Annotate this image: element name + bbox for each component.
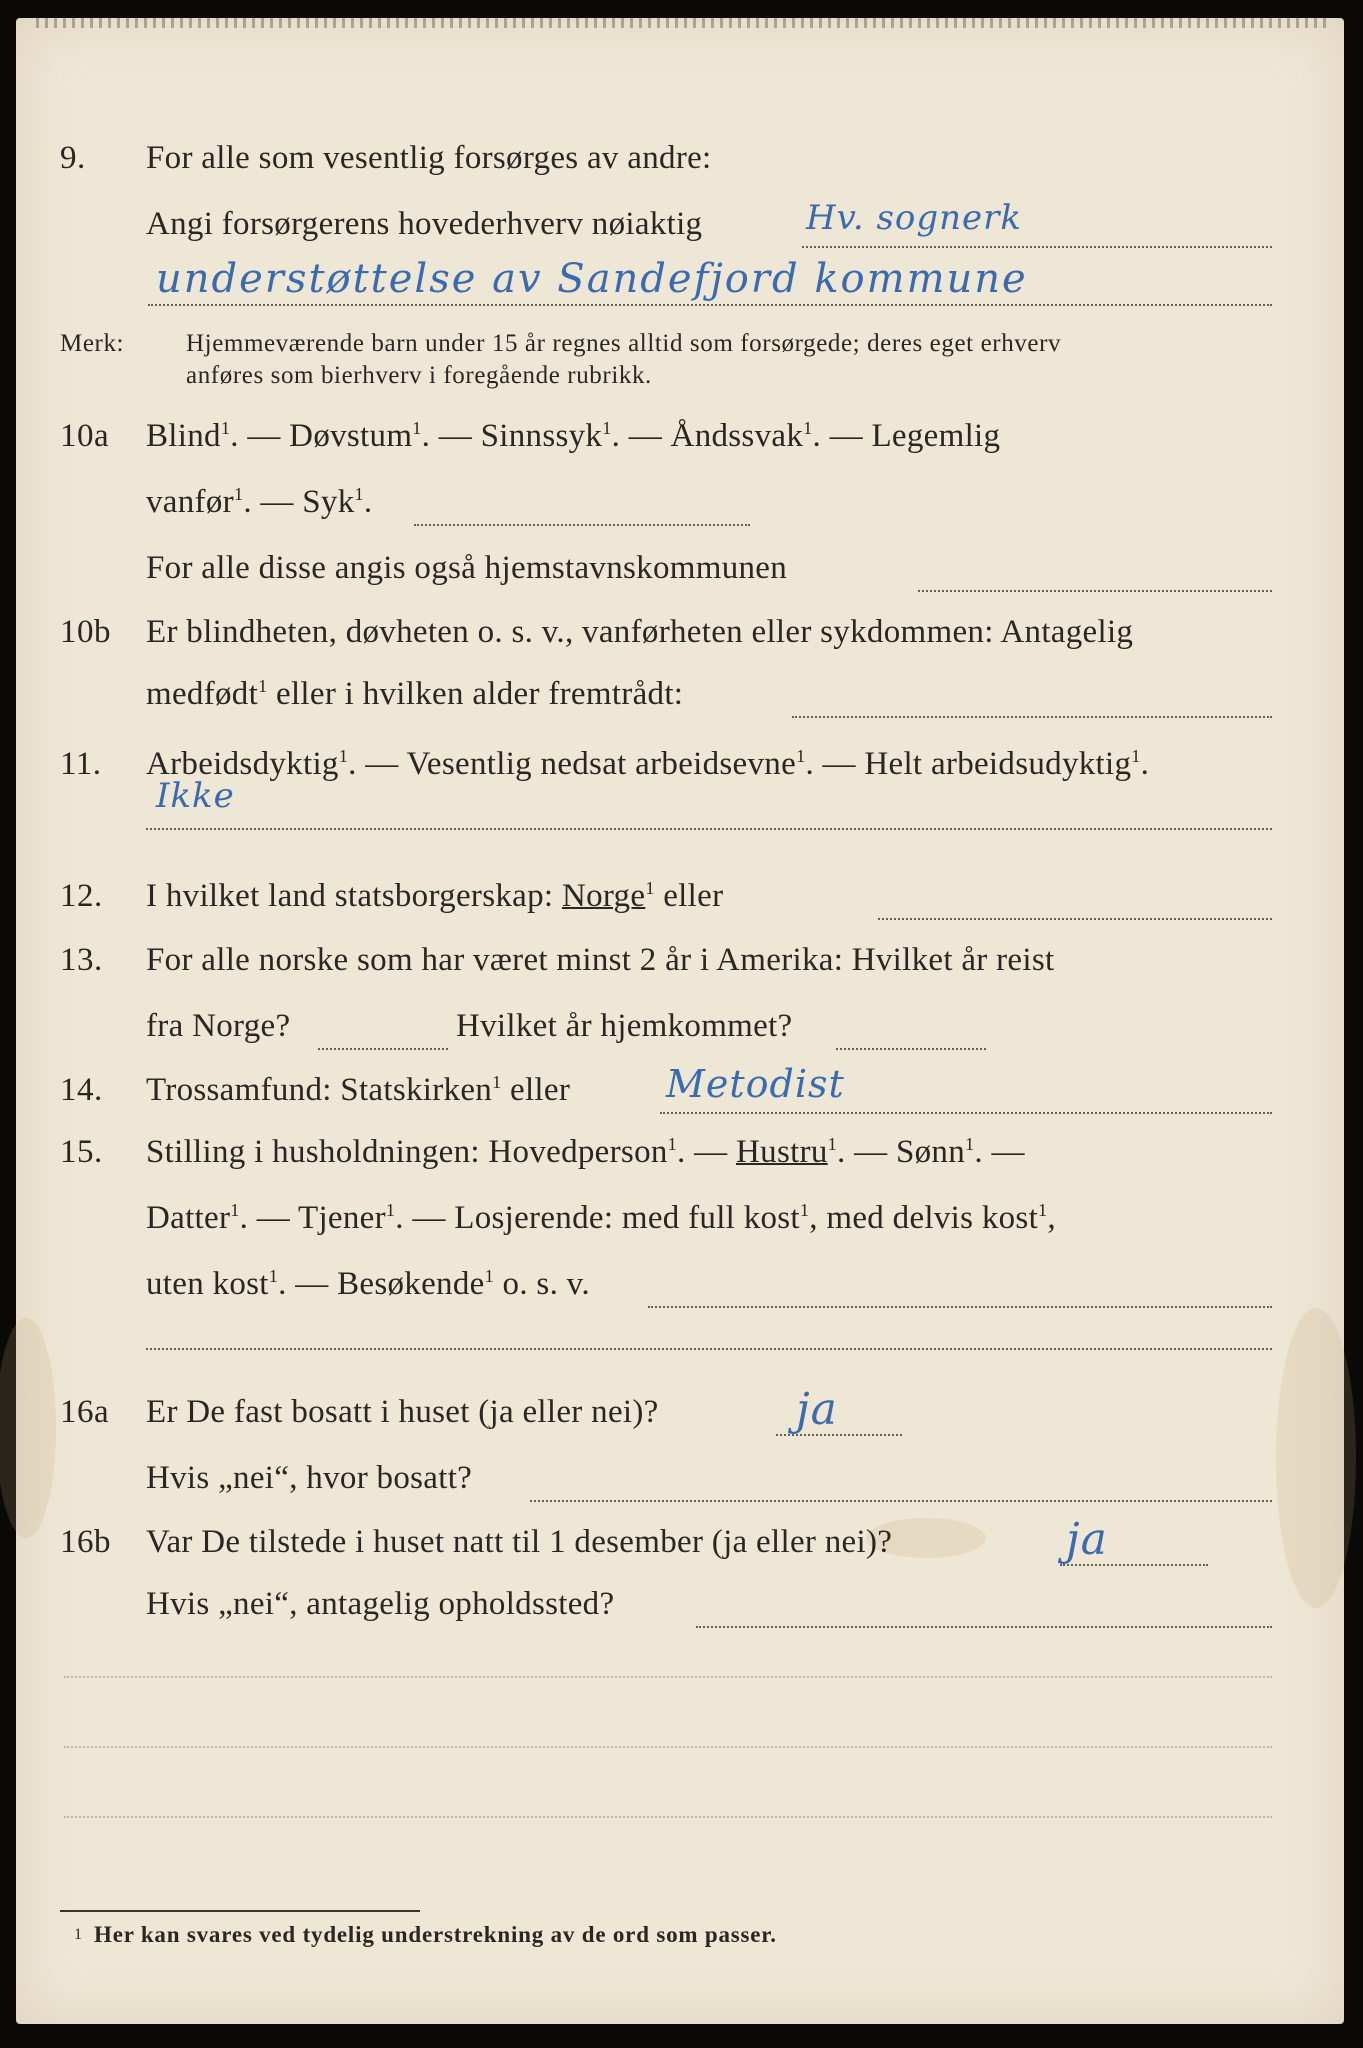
question-number: 14. (60, 1072, 103, 1108)
answer-line (530, 1500, 1272, 1502)
handwritten-answer: Metodist (666, 1062, 845, 1106)
question-text: Hvis „nei“, hvor bosatt? (146, 1460, 473, 1496)
question-text: Arbeidsdyktig$^1$. — Vesentlig nedsat arbeidsevne$^1$. — Helt arbeidsudyktig$^1$. (146, 746, 1150, 782)
answer-line (146, 828, 1272, 830)
note-line-2 (16, 362, 1344, 422)
answer-line (660, 1112, 1272, 1114)
torn-top-edge (36, 18, 1326, 28)
question-10b (16, 614, 1344, 674)
question-9-answer-line (16, 256, 1344, 326)
question-text: vanfør$^1$. — Syk$^1$. (146, 484, 373, 520)
question-16a-line-2 (16, 1460, 1344, 1520)
question-15-line-3 (16, 1266, 1344, 1326)
footnote-mark: 1 (74, 1926, 83, 1943)
footnote-rule (60, 1910, 420, 1912)
blank-line (64, 1816, 1272, 1818)
question-text: Er De fast bosatt i huset (ja eller nei)? (146, 1394, 659, 1430)
question-10a (16, 418, 1344, 478)
question-number: 16b (60, 1524, 111, 1560)
question-text: Trossamfund: Statskirken$^1$ eller (146, 1072, 571, 1108)
answer-line (836, 1048, 986, 1050)
question-text: Hvis „nei“, antagelig opholdssted? (146, 1586, 615, 1622)
question-13 (16, 942, 1344, 1002)
question-number: 10a (60, 418, 110, 454)
answer-line (318, 1048, 448, 1050)
handwritten-answer: Hv. sognerk (806, 198, 1022, 238)
question-16b (16, 1514, 1344, 1584)
answer-line (648, 1306, 1272, 1308)
question-number: 13. (60, 942, 103, 978)
question-text: Er blindheten, døvheten o. s. v., vanførheten eller sykdommen: Antagelig (146, 614, 1134, 650)
handwritten-answer: ja (1066, 1514, 1108, 1565)
question-number: 9. (60, 140, 86, 176)
question-15 (16, 1134, 1344, 1194)
question-9 (16, 140, 1344, 200)
question-10b-line-2 (16, 676, 1344, 736)
handwritten-answer: ja (796, 1384, 838, 1435)
question-text: I hvilket land statsborgerskap: Norge$^1$ eller (146, 878, 724, 914)
question-10a-line-3 (16, 550, 1344, 610)
question-15-answer-line (16, 1338, 1344, 1398)
question-text: Stilling i husholdningen: Hovedperson$^1$. — Hustru$^1$. — Sønn$^1$. — (146, 1134, 1025, 1170)
question-number: 16a (60, 1394, 110, 1430)
census-form-page (16, 18, 1344, 2024)
question-number: 15. (60, 1134, 103, 1170)
note-label: Merk: (60, 330, 125, 357)
question-12 (16, 878, 1344, 938)
handwritten-answer: Ikke (156, 776, 235, 816)
question-text: fra Norge? (146, 1008, 291, 1044)
note-text: Hjemmeværende barn under 15 år regnes alltid som forsørgede; deres eget erhverv (186, 330, 1062, 357)
footnote-text: Her kan svares ved tydelig understrekning av de ord som passer. (94, 1922, 777, 1947)
question-text: Datter$^1$. — Tjener$^1$. — Losjerende: med full kost$^1$, med delvis kost$^1$, (146, 1200, 1056, 1236)
answer-line (802, 246, 1272, 248)
blank-line (64, 1676, 1272, 1678)
footnote (16, 1922, 1344, 1982)
question-number: 11. (60, 746, 102, 782)
question-16b-line-2 (16, 1586, 1344, 1646)
question-14 (16, 1062, 1344, 1132)
answer-line (148, 304, 1272, 306)
handwritten-answer: understøttelse av Sandefjord kommune (156, 256, 1028, 302)
answer-line (776, 1434, 902, 1436)
question-text: medfødt$^1$ eller i hvilken alder fremtrådt: (146, 676, 684, 712)
question-text: Var De tilstede i huset natt til 1 desember (ja eller nei)? (146, 1524, 893, 1560)
question-text: uten kost$^1$. — Besøkende$^1$ o. s. v. (146, 1266, 590, 1302)
question-number: 10b (60, 614, 111, 650)
question-text: Hvilket år hjemkommet? (456, 1008, 793, 1044)
answer-line (414, 524, 750, 526)
answer-line (918, 590, 1272, 592)
question-text: For alle disse angis også hjemstavnskommunen (146, 550, 788, 586)
answer-line (878, 918, 1272, 920)
question-10a-line-2 (16, 484, 1344, 544)
underlined-choice: Hustru (736, 1134, 828, 1170)
question-13-line-2 (16, 1008, 1344, 1068)
question-text: Angi forsørgerens hovederhverv nøiaktig (146, 206, 703, 242)
note-text: anføres som bierhverv i foregående rubrikk. (186, 362, 652, 389)
question-number: 12. (60, 878, 103, 914)
answer-line (146, 1348, 1272, 1350)
blank-line (64, 1746, 1272, 1748)
question-text: Blind$^1$. — Døvstum$^1$. — Sinnssyk$^1$. — Åndssvak$^1$. — Legemlig (146, 418, 1001, 454)
underlined-choice: Norge (561, 878, 646, 914)
answer-line (696, 1626, 1272, 1628)
answer-line (1060, 1564, 1208, 1566)
question-11 (16, 746, 1344, 816)
question-11-answer-line (16, 808, 1344, 868)
answer-line (792, 716, 1272, 718)
question-16a (16, 1384, 1344, 1454)
question-text: For alle norske som har været minst 2 år i Amerika: Hvilket år reist (146, 942, 1055, 978)
question-15-line-2 (16, 1200, 1344, 1260)
question-text: For alle som vesentlig forsørges av andre: (146, 140, 712, 176)
